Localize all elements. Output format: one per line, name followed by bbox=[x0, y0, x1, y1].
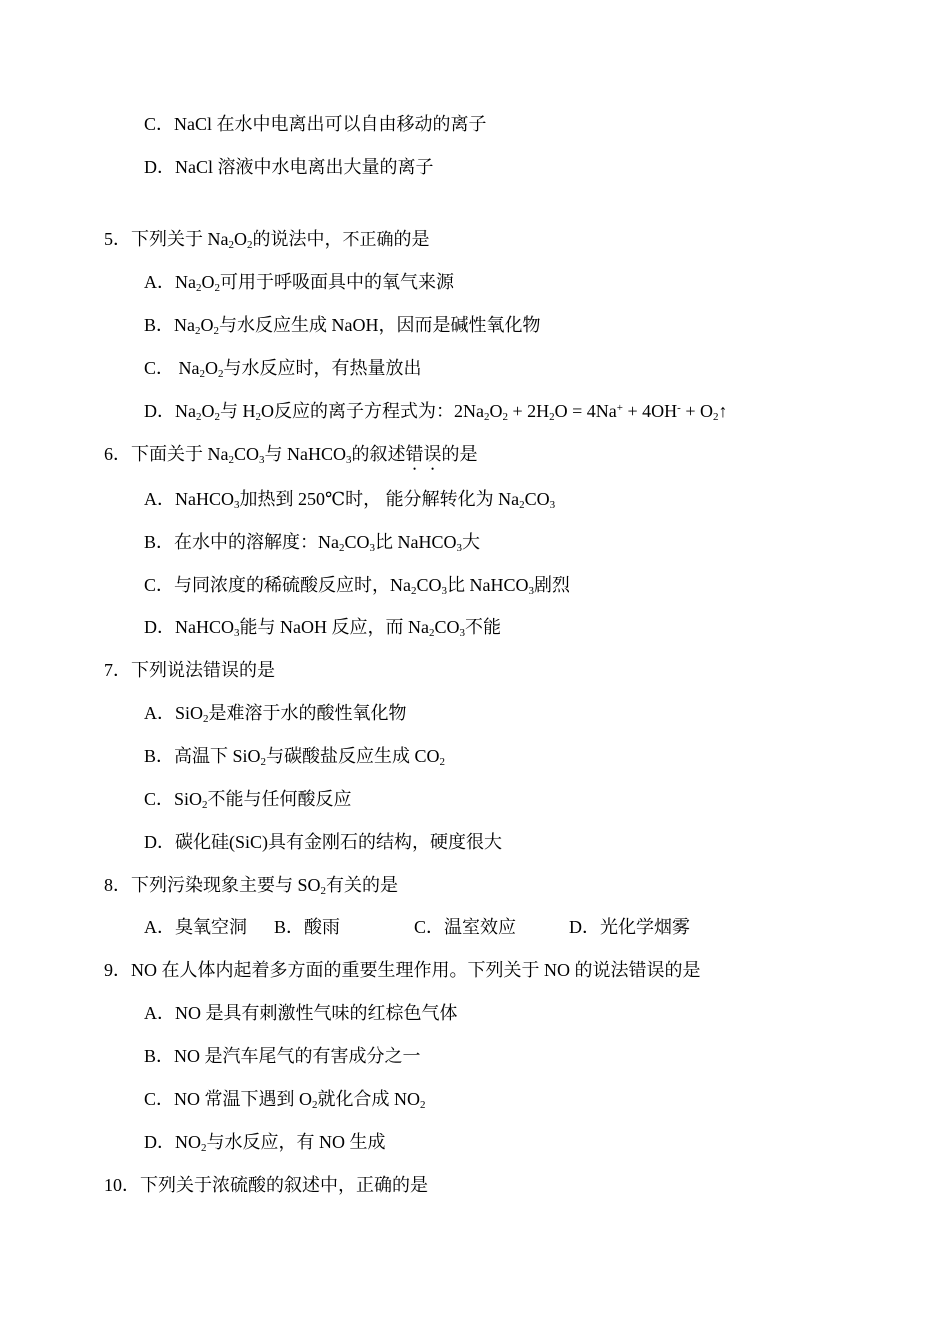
q6-option-a: A．NaHCO$_3$加热到 250℃时， 能分解转化为 $Na_2CO_3$ bbox=[144, 489, 556, 511]
q9-option-d: D．$NO_2$与水反应，有 NO 生成 bbox=[144, 1132, 386, 1154]
q7-stem: 7．下列说法错误的是 bbox=[104, 660, 275, 680]
q5-option-b: B．$Na_2O_2$与水反应生成 NaOH，因而是碱性氧化物 bbox=[144, 315, 541, 337]
q8-option-d: D．光化学烟雾 bbox=[569, 917, 690, 937]
q9-stem: 9．NO 在人体内起着多方面的重要生理作用。下列关于 NO 的说法错误的是 bbox=[104, 960, 701, 980]
q10-stem: 10．下列关于浓硫酸的叙述中，正确的是 bbox=[104, 1175, 428, 1195]
q4-option-d: D．NaCl 溶液中水电离出大量的离子 bbox=[144, 157, 434, 177]
q7-option-c: C．SiO$_2$不能与任何酸反应 bbox=[144, 789, 352, 811]
q8-option-c: C．温室效应 bbox=[414, 917, 517, 937]
q9-option-a: A．NO 是具有刺激性气味的红棕色气体 bbox=[144, 1003, 458, 1023]
q5-option-a: A．$Na_2O_2$可用于呼吸面具中的氧气来源 bbox=[144, 272, 454, 294]
q8-option-b: B．酸雨 bbox=[274, 917, 341, 937]
q7-option-b: B．高温下 SiO$_2$与碳酸盐反应生成 $CO_2$ bbox=[144, 746, 446, 768]
q9-option-c: C．NO 常温下遇到 $O_2$就化合成 $NO_2$ bbox=[144, 1089, 426, 1111]
q6-emphasis: 错误 bbox=[405, 444, 442, 464]
q7-option-a: A．SiO$_2$是难溶于水的酸性氧化物 bbox=[144, 703, 407, 725]
q9-option-b: B．NO 是汽车尾气的有害成分之一 bbox=[144, 1046, 421, 1066]
q6-option-c: C．与同浓度的稀硫酸反应时，$Na_2CO_3$比 NaHCO$_3$剧烈 bbox=[144, 575, 571, 597]
q4-option-c: C．NaCl 在水中电离出可以自由移动的离子 bbox=[144, 114, 487, 134]
q5-option-c: C． $Na_2O_2$与水反应时，有热量放出 bbox=[144, 358, 422, 380]
q5-option-d: D．$Na_2O_2$与 $H_2O$反应的离子方程式为：$2Na_2O_2 + 2H_2O = 4Na^+ + 4OH^-$ + $O_2↑$ bbox=[144, 401, 728, 423]
q6-stem: 6．下面关于 $Na_2CO_3$与 NaHCO$_3$的叙述错误的是 bbox=[104, 444, 478, 466]
q8-stem: 8．下列污染现象主要与 $SO_2$有关的是 bbox=[104, 875, 399, 897]
q8-option-a: A．臭氧空洞 bbox=[144, 917, 247, 937]
q6-option-b: B．在水中的溶解度：$Na_2CO_3$比 NaHCO$_3$大 bbox=[144, 532, 481, 554]
q6-option-d: D．NaHCO$_3$能与 NaOH 反应，而 $Na_2CO_3$不能 bbox=[144, 617, 501, 639]
q5-stem: 5．下列关于 $Na_2O_2$的说法中，不正确的是 bbox=[104, 229, 430, 251]
q5-emphasis: 不正确 bbox=[342, 230, 394, 250]
q7-option-d: D．碳化硅(SiC)具有金刚石的结构，硬度很大 bbox=[144, 832, 503, 852]
